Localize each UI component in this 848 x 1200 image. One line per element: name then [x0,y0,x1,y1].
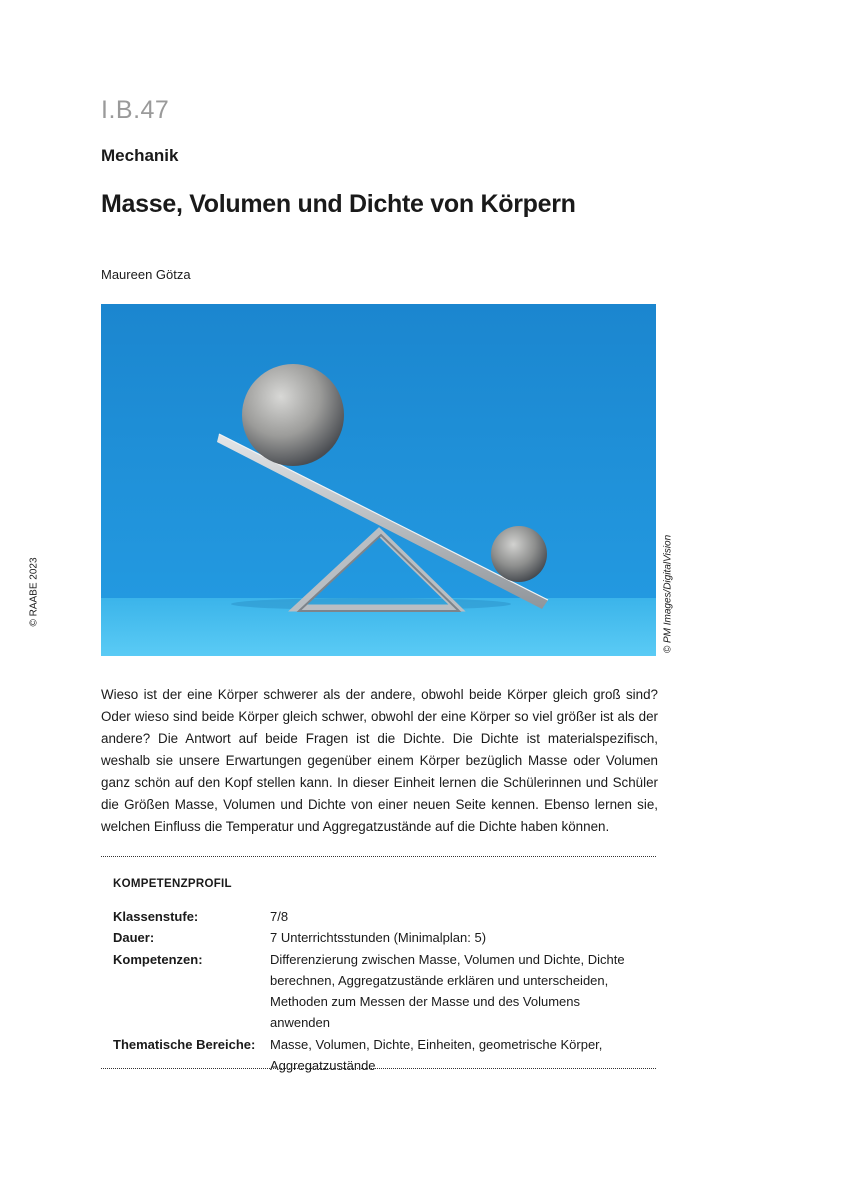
divider-bottom [101,1068,656,1069]
profile-label: Thematische Bereiche: [113,1036,256,1052]
profile-label: Dauer: [113,930,155,946]
author-name: Maureen Götza [101,267,191,282]
subject-heading: Mechanik [101,146,179,165]
profile-row-topics [113,1034,643,1077]
profile-row-grade [113,906,643,927]
profile-value: Masse, Volumen, Dichte, Einheiten, geometrische Körper, Aggregatzustände [270,1036,603,1074]
intro-paragraph: Wieso ist der eine Körper schwerer als der andere, obwohl beide Körper gleich groß sind? Oder wieso sind beide Körper gleich schwer, obwohl der eine Körper so viel größer ist als der andere? Die Antwort auf beide Fragen ist die Dichte. Die Dichte ist materialspezifisch, weshalb sie unsere Erwartungen gegenüber einem Körper bezüglich Masse oder Volumen ganz schön auf den Kopf stellen kann. In dieser Einheit lernen die Schülerinnen und Schüler die Größen Masse, Volumen und Dichte von einer neuen Seite kennen. Ebenso lernen sie, welchen Einfluss die Temperatur und Aggregatzustände auf die Dichte haben können. [101,687,658,834]
profile-label: Klassenstufe: [113,909,199,924]
seesaw-photo [101,304,656,656]
profile-heading: KOMPETENZPROFIL [113,878,232,890]
profile-value: 7/8 [270,909,289,924]
profile-row-duration [113,927,643,948]
profile-value: Differenzierung zwischen Masse, Volumen und Dichte, Dichte berechnen, Aggregatzustände erklären und unterscheiden, Methoden zum Messen der Masse und des Volumens anwenden [270,951,625,1031]
photo-wall [101,304,656,598]
profile-row-competences [113,949,643,1034]
large-sphere [242,364,344,466]
competence-profile-table [113,906,643,1076]
small-sphere [491,526,547,582]
profile-label: Kompetenzen: [113,951,203,967]
profile-value: 7 Unterrichtsstunden (Minimalplan: 5) [270,930,487,946]
copyright-note: © RAABE 2023 [28,557,40,627]
photo-credit: © PM Images/DigitalVision [662,534,674,654]
divider-top [101,856,656,857]
page-title: Masse, Volumen und Dichte von Körpern [101,190,576,218]
unit-code: I.B.47 [101,96,170,124]
